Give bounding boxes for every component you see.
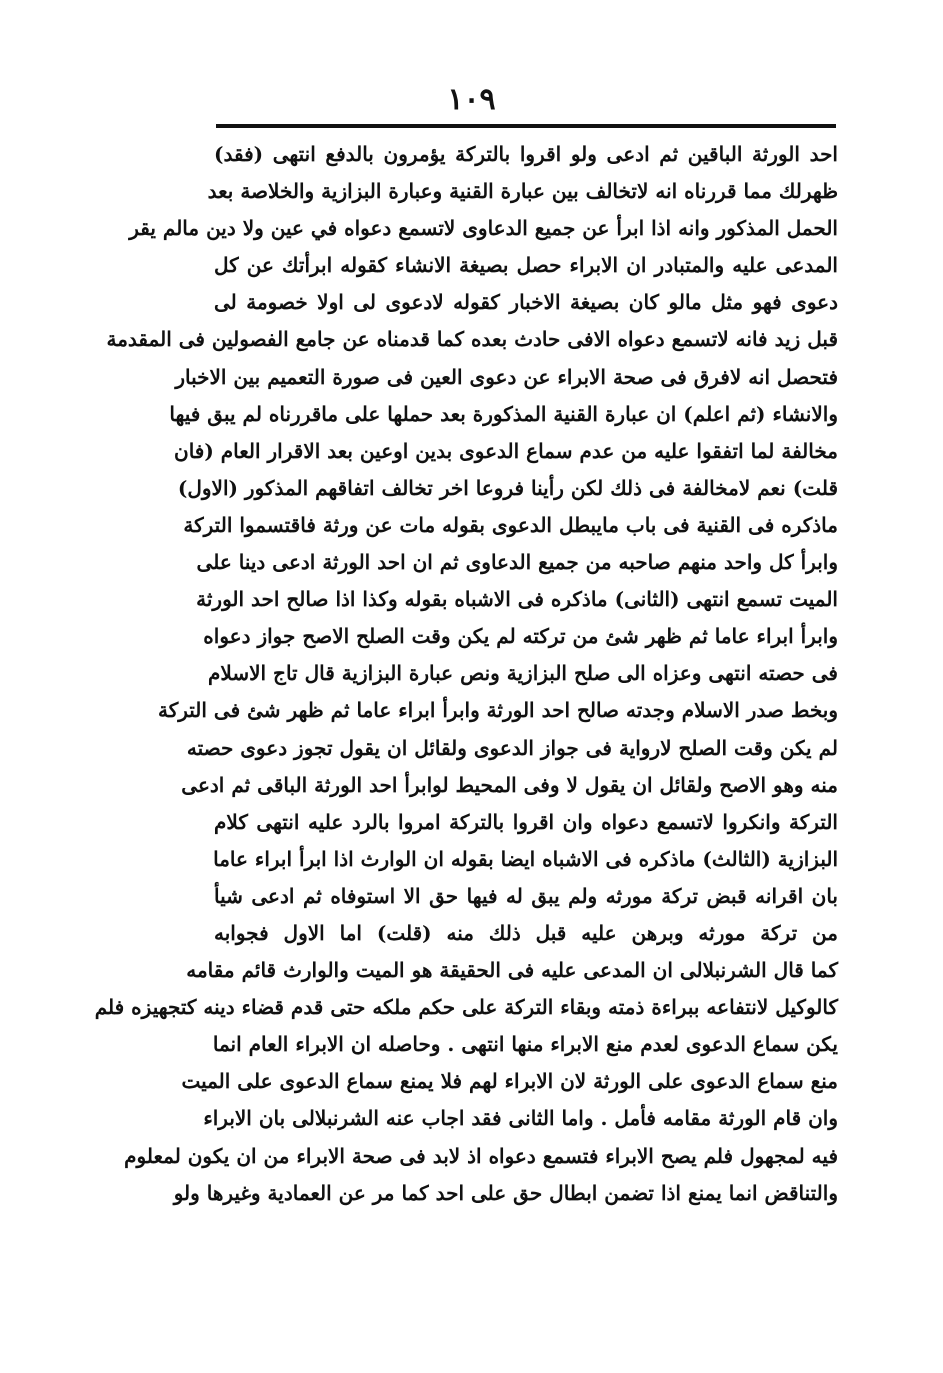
text-line: وابرأ ابراء عاما ثم ظهر شئ من تركته لم يكن وقت الصلح الاصح جواز دعواه bbox=[203, 624, 838, 649]
text-line: وان قام الورثة مقامه فأمل . واما الثانى فقد اجاب عنه الشرنبلالى بان الابراء bbox=[203, 1106, 838, 1131]
text-line: يكن سماع الدعوى لعدم منع الابراء منها انتهى . وحاصله ان الابراء العام انما bbox=[212, 1032, 838, 1057]
text-line: الحمل المذكور وانه اذا ابرأ عن جميع الدعاوى لاتسمع دعواه في عين ولا دين مالم يقر bbox=[129, 216, 838, 241]
text-line: كالوكيل لانتفاعه ببراءة ذمته وبقاء التركة على حكم ملكه حتى قدم قضاء دينه كتجهيزه فلم bbox=[94, 995, 838, 1020]
text-line: والتناقض انما يمنع اذا تضمن ابطال حق على احد كما مر عن العمادية وغيرها ولو bbox=[173, 1180, 838, 1205]
text-line: فى حصته انتهى وعزاه الى صلح البزازية ونص عبارة البزازية قال تاج الاسلام bbox=[208, 661, 838, 686]
text-line: من تركة مورثه وبرهن عليه قبل ذلك منه (قلت) اما الاول فجوابه bbox=[214, 920, 838, 945]
text-line: لم يكن وقت الصلح لارواية فى جواز الدعوى ولقائل ان يقول تجوز دعوى حصته bbox=[186, 735, 838, 760]
text-line: قبل زيد فانه لاتسمع دعواه الافى حادث بعده كما قدمناه عن جامع الفصولين فى المقدمة bbox=[106, 327, 838, 352]
text-line: فيه لمجهول فلم يصح الابراء فتسمع دعواه اذ لابد فى صحة الابراء من ان يكون لمعلوم bbox=[124, 1143, 838, 1168]
text-line: بان اقرانه قبض تركة مورثه ولم يبق له فيها حق الا استوفاه ثم ادعى شيأ bbox=[214, 883, 838, 908]
body-text bbox=[94, 136, 838, 1212]
text-line: المدعى عليه والمتبادر ان الابراء حصل بصيغة الانشاء كقوله ابرأتك عن كل bbox=[214, 253, 838, 278]
text-line: ماذكره فى القنية فى باب مايبطل الدعوى بقوله مات عن ورثة فاقتسموا التركة bbox=[183, 512, 838, 537]
text-line: دعوى فهو مثل مالو كان بصيغة الاخبار كقوله لادعوى لى اولا خصومة لى bbox=[214, 290, 838, 315]
text-line: مخالفة لما اتفقوا عليه من عدم سماع الدعوى بدين اوعين بعد الاقرار العام (فان bbox=[174, 438, 838, 463]
text-line: ظهرلك مما قررناه انه لاتخالف بين عبارة القنية وعبارة البزازية والخلاصة بعد bbox=[207, 179, 838, 204]
text-line: منه وهو الاصح ولقائل ان يقول لا وفى المحيط لوابرأ احد الورثة الباقى ثم ادعى bbox=[181, 772, 838, 797]
text-line: احد الورثة الباقين ثم ادعى ولو اقروا بالتركة يؤمرون بالدفع انتهى (فقد) bbox=[214, 142, 838, 166]
text-line: الميت تسمع انتهى (الثانى) ماذكره فى الاشباه بقوله وكذا اذا صالح احد الورثة bbox=[196, 587, 838, 612]
text-line: منع سماع الدعوى على الورثة لان الابراء لهم فلا يمنع سماع الدعوى على الميت bbox=[181, 1069, 838, 1094]
text-line: فتحصل انه لافرق فى صحة الابراء عن دعوى العين فى صورة التعميم بين الاخبار bbox=[175, 364, 838, 389]
text-line: وابرأ كل واحد منهم صاحبه من جميع الدعاوى ثم ان احد الورثة ادعى دينا على bbox=[196, 550, 838, 575]
text-line: قلت) نعم لامخالفة فى ذلك لكن رأينا فروعا اخر تخالف اتفاقهم المذكور (الاول) bbox=[177, 475, 838, 500]
header-rule bbox=[216, 124, 836, 128]
text-line: والانشاء (ثم اعلم) ان عبارة القنية المذكورة بعد حملها على ماقررناه لم يبق فيها bbox=[169, 401, 838, 426]
text-line: وبخط صدر الاسلام وجدته صالح احد الورثة وابرأ ابراء عاما ثم ظهر شئ فى التركة bbox=[157, 698, 838, 723]
page-number: ١٠٩ bbox=[447, 82, 496, 117]
text-line: البزازية (الثالث) ماذكره فى الاشباه ايضا بقوله ان الوارث اذا ابرأ ابراء عاما bbox=[213, 846, 838, 871]
text-line: التركة وانكروا لاتسمع دعواه وان اقروا بالتركة امروا بالرد عليه انتهى كلام bbox=[214, 809, 838, 834]
text-line: كما قال الشرنبلالى ان المدعى عليه فى الحقيقة هو الميت والوارث قائم مقامه bbox=[186, 958, 838, 983]
